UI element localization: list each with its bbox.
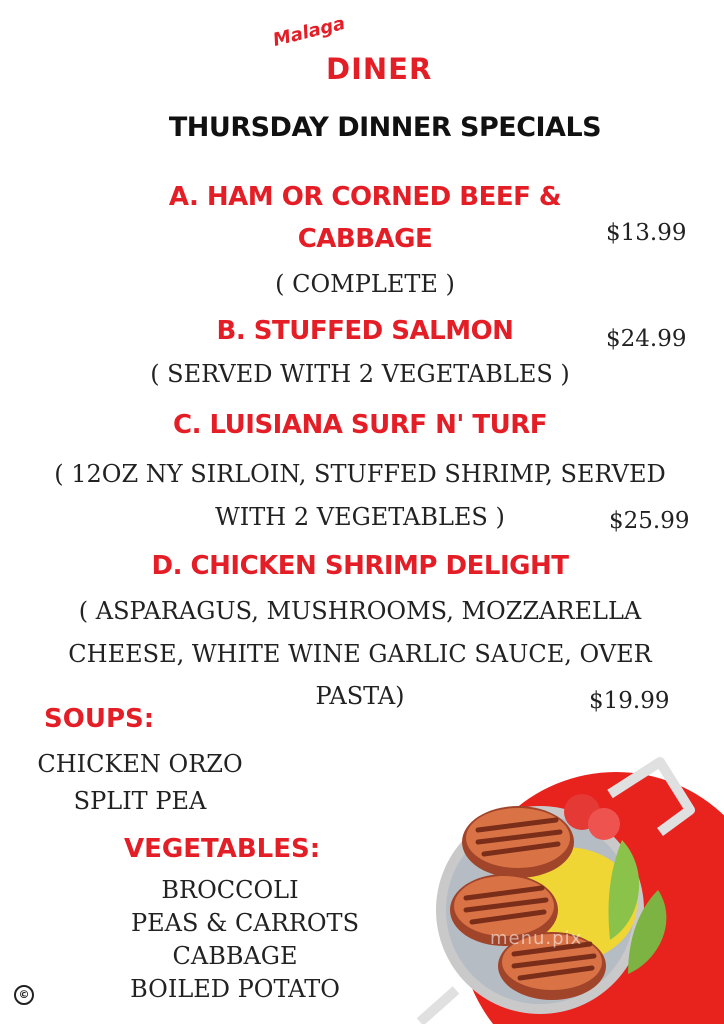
- vegetable-item-peas-carrots: PEAS & CARROTS: [130, 909, 360, 937]
- special-a-description: ( COMPLETE ): [275, 270, 455, 298]
- special-d-price: $19.99: [589, 688, 670, 714]
- special-b-description: ( SERVED WITH 2 VEGETABLES ): [150, 360, 570, 388]
- vegetable-item-cabbage: CABBAGE: [172, 942, 298, 970]
- special-a-title-line2: CABBAGE: [297, 224, 433, 254]
- soup-item-split-pea: SPLIT PEA: [73, 787, 207, 815]
- special-b-price: $24.99: [606, 326, 687, 352]
- logo-script: Malaga: [270, 12, 348, 51]
- soup-item-chicken-orzo: CHICKEN ORZO: [37, 750, 243, 778]
- special-c-title: C. LUISIANA SURF N' TURF: [173, 410, 547, 440]
- special-d-description-line1: ( ASPARAGUS, MUSHROOMS, MOZZARELLA: [78, 597, 642, 625]
- special-d-description-line2: CHEESE, WHITE WINE GARLIC SAUCE, OVER: [68, 640, 652, 668]
- logo-main: DINER: [326, 52, 433, 86]
- food-pan-illustration-icon: [360, 740, 724, 1024]
- special-b-title: B. STUFFED SALMON: [216, 316, 514, 346]
- special-c-description-line1: ( 12OZ NY SIRLOIN, STUFFED SHRIMP, SERVED: [54, 460, 666, 488]
- special-c-price: $25.99: [609, 508, 690, 534]
- vegetables-heading: VEGETABLES:: [124, 834, 321, 864]
- soups-heading: SOUPS:: [44, 704, 155, 734]
- vegetable-item-broccoli: BROCCOLI: [161, 876, 299, 904]
- vegetable-item-boiled-potato: BOILED POTATO: [130, 975, 340, 1003]
- special-a-price: $13.99: [606, 220, 687, 246]
- page-title: THURSDAY DINNER SPECIALS: [168, 112, 602, 143]
- special-d-description-line3: PASTA): [315, 682, 405, 710]
- copyright-icon: ©: [14, 985, 34, 1005]
- watermark: menu.pix: [490, 928, 583, 949]
- special-c-description-line2: WITH 2 VEGETABLES ): [215, 503, 505, 531]
- special-d-title: D. CHICKEN SHRIMP DELIGHT: [151, 551, 569, 581]
- special-a-title-line1: A. HAM OR CORNED BEEF &: [168, 182, 562, 212]
